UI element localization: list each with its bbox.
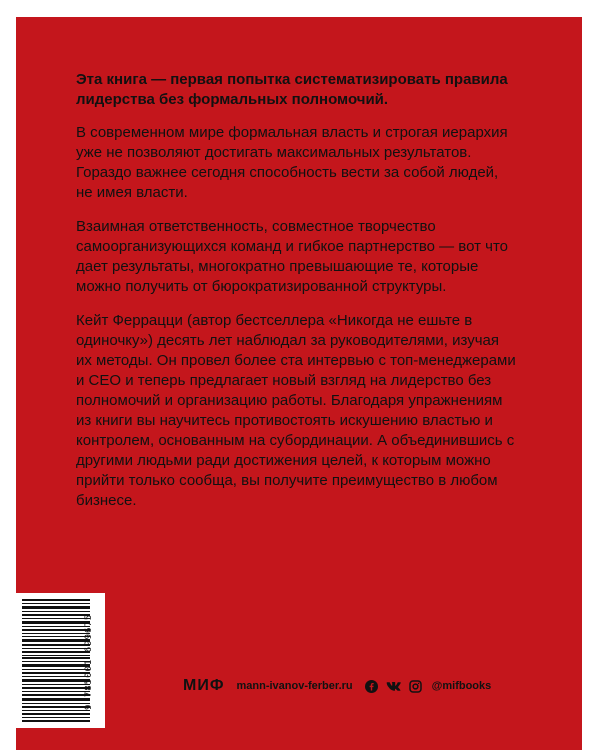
annotation-text [76,70,516,525]
social-handle[interactable]: @mifbooks [431,680,492,692]
publisher-website[interactable]: mann-ivanov-ferber.ru [236,680,353,692]
publisher-logo: МИФ [183,677,225,694]
vk-icon[interactable] [386,681,401,691]
paragraph-2: Взаимная ответственность, совместное творчество самоорганизующихся команд и гибкое партнерство — вот что дает результаты, многократно превышающие те, которые можно получить от бюрократизированной структуры. [76,218,509,295]
paragraph-3: Кейт Феррацци (автор бестселлера «Никогда не ешьте в одиночку») десять лет наблюдал за руководителями, изучая их методы. Он провел более ста интервью с топ-менеджерами и CEO и теперь предлагает новый взгляд на лидерство без полномочий и организацию работы. Благодаря упражнениям из книги вы научитесь противостоять искушению властью и контролем, основанным на субординации. А объединившись с другими людьми ради достижения целей, к которым можно прийти только сообща, вы получите преимущество в любом бизнесе. [76,312,516,509]
publisher-footer [183,676,491,696]
isbn-digits: 9 785001 699675 [84,613,94,711]
facebook-icon[interactable] [365,680,378,693]
lead-paragraph: Эта книга — первая попытка систематизировать правила лидерства без формальных полномочий. [76,71,508,108]
paragraph-1: В современном мире формальная власть и строгая иерархия уже не позволяют достигать максимальных результатов. Гораздо важнее сегодня способность вести за собой людей, не имея власти. [76,124,508,201]
instagram-icon[interactable] [409,680,422,693]
